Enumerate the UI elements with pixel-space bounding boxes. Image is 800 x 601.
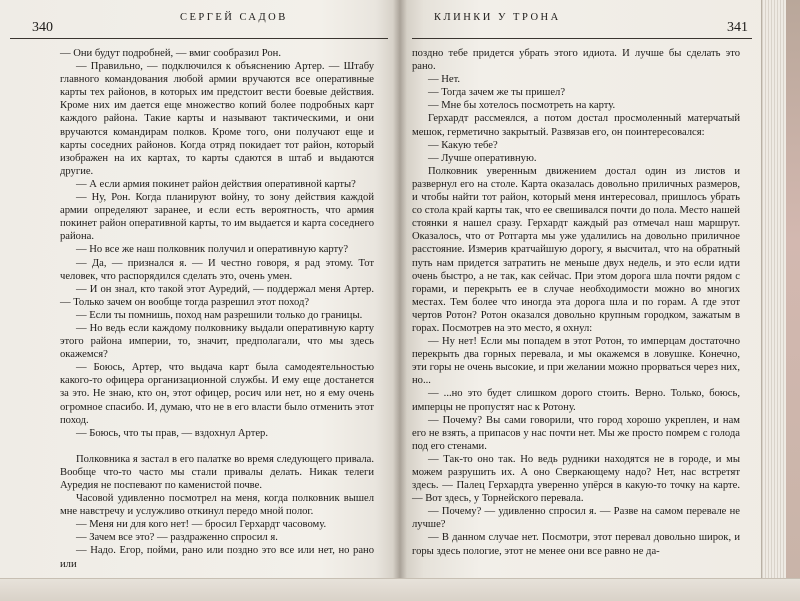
section-break xyxy=(60,440,374,453)
paragraph: — Боюсь, что ты прав, — вздохнул Артер. xyxy=(76,427,268,439)
paragraph: Герхардт рассмеялся, а потом достал просмоленный матерчатый мешок, герметично закрытый. Развязав его, он поинтересовался: xyxy=(412,113,740,138)
paragraph: Часовой удивленно посмотрел на меня, когда полковник вышел мне навстречу и услужливо откинул передо мной полог. xyxy=(60,493,374,518)
paragraph: — Меня ни для кого нет! — бросил Герхардт часовому. xyxy=(76,519,327,531)
paragraph: — ...но это будет слишком дорого стоить. Верно. Только, боюсь, имперцы не пропустят нас к Ротону. xyxy=(412,388,740,413)
paragraph: — Тогда зачем же ты пришел? xyxy=(428,87,566,99)
paragraph: — Правильно, — подключился к объяснению Артер. — Штабу главного командования любой армии вручаются все оперативные карты тех районов, в которых им предстоит вести боевые действия. Кроме них им дается еще множество копий более подробных карт каждого района. Такие карты и называют тактическими, и они вручаются командирам полков. Кроме того, они получают еще и карты соседних районов. Когда отряд покидает тот район, который изображен на их картах, то карты сдаются в штаб и выдаются другие. xyxy=(60,61,374,177)
paragraph: — И он знал, кто такой этот Ауредий, — поддержал меня Артер. — Только зачем он вообще тогда разрешил этот поход? xyxy=(60,283,374,308)
left-page-number: 340 xyxy=(32,20,53,35)
paragraph: — Лучше оперативную. xyxy=(428,152,537,164)
paragraph: — Почему? — удивленно спросил я. — Разве на самом перевале не лучше? xyxy=(412,506,740,531)
paragraph: — Если ты помнишь, поход нам разрешили только до границы. xyxy=(76,309,363,321)
paragraph: — А если армия покинет район действия оперативной карты? xyxy=(76,178,356,190)
right-page-text xyxy=(412,47,752,558)
paragraph: — Так-то оно так. Но ведь рудники находятся не в городе, и мы можем разрушить их. А оно Сверкающему надо? Нет, нас встретят здесь. — Палец Герхардта уверенно упёрся в какую-то точку на карте. — Вот здесь, у Торнейского перевала. xyxy=(412,453,740,505)
paragraph: — В данном случае нет. Посмотри, этот перевал довольно широк, и горы здесь пологие, этот не менее они все равно не да- xyxy=(412,532,740,557)
paragraph: — Ну нет! Если мы попадем в этот Ротон, то имперцам достаточно перекрыть два горных перевала, и мы окажемся в ловушке. Конечно, эти горы не очень высокие, и при желании можно прорваться через них, но... xyxy=(412,336,740,387)
left-running-head: СЕРГЕЙ САДОВ xyxy=(180,12,288,23)
left-page-text xyxy=(10,47,388,571)
page-edges-bottom xyxy=(0,578,800,601)
paragraph: Полковник уверенным движением достал один из листов и развернул его на столе. Карта оказалась довольно приличных размеров, и чтобы найти тот район, который меня интересовал, пришлось убрать со стола край карты так, что ее свешивался почти до пола. Место нашей стоянки я нашел сразу. Герхардт каждый раз отмечал наш маршрут. Оказалось, что от Ротгарта мы уже удалились на довольно приличное расстояние. Измерив кратчайшую дорогу, я высчитал, что на обратный путь нам придется затратить не меньше двух недель, и это если идти очень быстро, а не так, как сейчас. При этом дорога шла почти рядом с горами, и перекрыть ее в случае необходимости можно во многих местах. Тем более что иногда эта дорога шла и по горам. А где этот чертов Ротон? Ротон оказался довольно крупным городком, зажатым в горах. Посмотрев на это место, я охнул: xyxy=(412,165,740,334)
paragraph: — Нет. xyxy=(428,74,461,86)
paragraph: — Почему? Вы сами говорили, что город хорошо укреплен, и нам его не взять, а припасов у нас почти нет. Мы же просто помрем с голода под его стенами. xyxy=(412,414,740,452)
paragraph: поздно тебе придется убрать этого идиота. И лучше бы сделать это рано. xyxy=(412,48,740,73)
left-page xyxy=(10,8,388,571)
page-edges-right xyxy=(761,0,800,601)
paragraph: — Мне бы хотелось посмотреть на карту. xyxy=(428,100,616,112)
paragraph: — Да, — признался я. — И честно говоря, я рад этому. Тот человек, что распорядился сделать это, очень умен. xyxy=(60,257,374,282)
left-page-header xyxy=(10,8,388,39)
right-running-head: КЛИНКИ У ТРОНА xyxy=(434,12,561,23)
paragraph: Полковника я застал в его палатке во время следующего привала. Вообще что-то часто мы стали привалы делать. Никак телеги Ауредия не поспевают по каменистой почве. xyxy=(60,453,374,491)
paragraph: — Ну, Рон. Когда планируют войну, то зону действия каждой армии определяют заранее, и если есть вероятность, что армия покинет район оперативной карты, то им выдается и карта соседнего района. xyxy=(60,192,374,243)
paragraph: — Зачем все это? — раздраженно спросил я. xyxy=(76,532,278,544)
paragraph: — Боюсь, Артер, что выдача карт была самодеятельностью какого-то офицера организационной службы. И ему еще достанется за это. Не знаю, кто он, этот офицер, росич или нет, но я ему очень огромное спасибо. И, думаю, что не в его власти было отменить этот поход. xyxy=(60,362,374,426)
right-page-number: 341 xyxy=(727,20,748,35)
paragraph: — Какую тебе? xyxy=(428,139,498,151)
book-spine xyxy=(393,0,407,601)
paragraph: — Но все же наш полковник получил и оперативную карту? xyxy=(76,244,349,256)
right-page xyxy=(412,8,752,558)
paragraph: — Они будут подробней, — вмиг сообразил Рон. xyxy=(60,48,281,59)
paragraph: — Надо. Егор, пойми, рано или поздно это все или нет, но рано или xyxy=(60,545,374,570)
paragraph: — Но ведь если каждому полковнику выдали оперативную карту этого района империи, то, значит, предполагали, что мы здесь окажемся? xyxy=(60,322,374,361)
right-page-header xyxy=(412,8,752,39)
